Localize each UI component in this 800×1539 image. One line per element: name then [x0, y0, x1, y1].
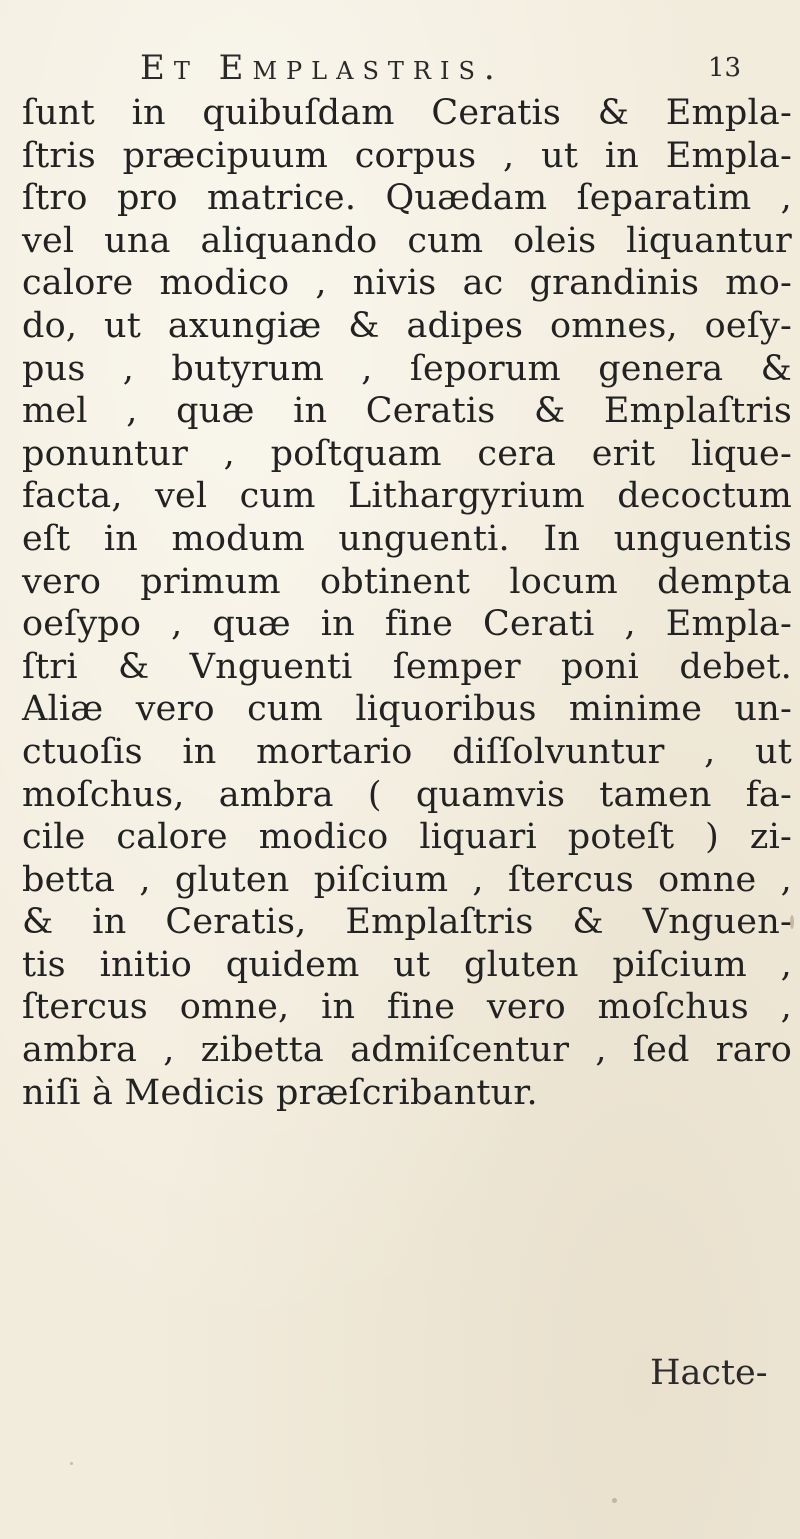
text-line: eſt in modum unguenti. In unguentis	[22, 518, 792, 559]
text-line: pus , butyrum , ſeporum genera &	[22, 348, 792, 389]
text-line: tis initio quidem ut gluten piſcium ,	[22, 944, 792, 985]
text-line: do, ut axungiæ & adipes omnes, oeſy-	[22, 305, 792, 346]
page-header	[0, 48, 800, 88]
running-head: Et Emplastris.	[140, 48, 504, 88]
text-line: & in Ceratis, Emplaſtris & Vnguen-	[22, 902, 792, 943]
text-line: ſtri & Vnguenti ſemper poni debet.	[22, 646, 792, 687]
text-line: facta, vel cum Lithargyrium decoctum	[22, 476, 792, 517]
paper-speck	[612, 1498, 617, 1503]
text-line: betta , gluten piſcium , ſtercus omne ,	[22, 859, 792, 900]
body-text	[22, 92, 792, 1114]
text-line: vero primum obtinent locum dempta	[22, 561, 792, 602]
text-line: cile calore modico liquari poteſt ) zi-	[22, 817, 792, 858]
text-line: oeſypo , quæ in fine Cerati , Empla-	[22, 604, 792, 645]
text-line: ponuntur , poſtquam cera erit lique-	[22, 433, 792, 474]
text-line: ambra , zibetta admiſcentur , ſed raro	[22, 1030, 792, 1071]
text-line: ſtro pro matrice. Quædam ſeparatim ,	[22, 178, 792, 219]
paper-speck	[70, 1462, 73, 1465]
text-line: ctuoſis in mortario diſſolvuntur , ut	[22, 731, 792, 772]
text-line: ſtris præcipuum corpus , ut in Empla-	[22, 135, 792, 176]
text-line: ſtercus omne, in fine vero moſchus ,	[22, 987, 792, 1028]
text-line: Aliæ vero cum liquoribus minime un-	[22, 689, 792, 730]
paper-speck	[790, 915, 794, 929]
text-line: mel , quæ in Ceratis & Emplaſtris	[22, 391, 792, 432]
text-line: moſchus, ambra ( quamvis tamen fa-	[22, 774, 792, 815]
text-line: calore modico , nivis ac grandinis mo-	[22, 263, 792, 304]
text-line: niſi à Medicis præſcribantur.	[22, 1072, 538, 1113]
text-line: vel una aliquando cum oleis liquantur	[22, 220, 792, 261]
catchword: Hacte-	[650, 1353, 768, 1393]
text-line: ſunt in quibuſdam Ceratis & Empla-	[22, 93, 792, 133]
page-number: 13	[708, 53, 742, 83]
